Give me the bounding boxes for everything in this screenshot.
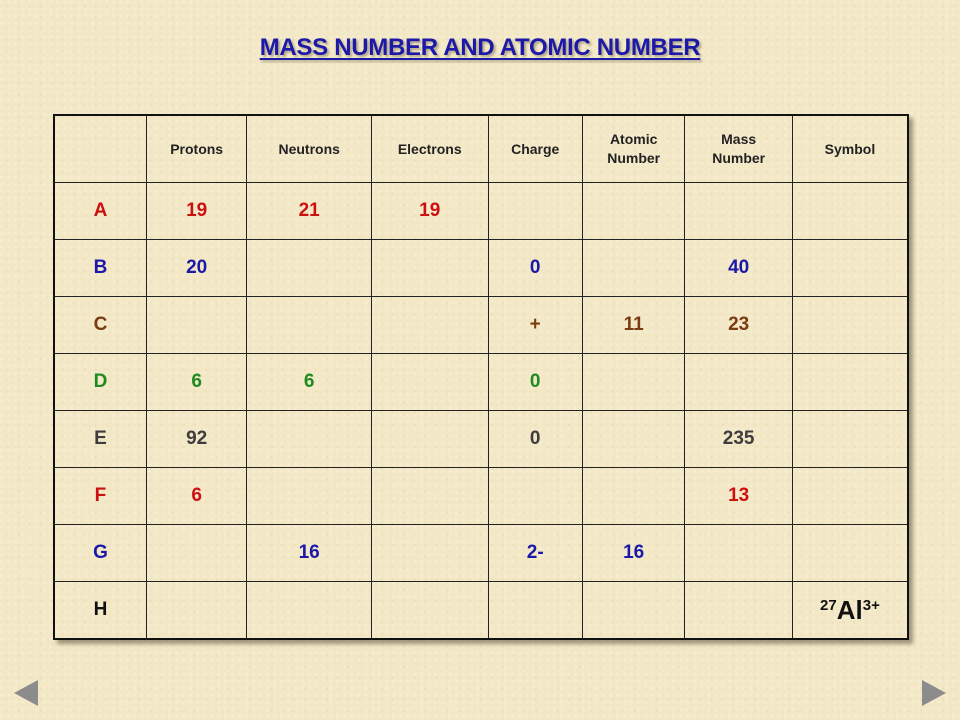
row-label: D (54, 354, 146, 411)
cell-charge: + (488, 297, 582, 354)
cell-charge (488, 183, 582, 240)
cell-symbol (792, 582, 908, 640)
header-atomic-line2: Number (607, 150, 661, 166)
cell-electrons (371, 240, 488, 297)
cell-symbol (792, 468, 908, 525)
cell-symbol (792, 525, 908, 582)
cell-atomic-number: 11 (582, 297, 684, 354)
cell-mass-number: 13 (685, 468, 793, 525)
cell-protons (146, 582, 246, 640)
header-mass-line2: Number (712, 150, 766, 166)
header-atomic-number (582, 115, 684, 183)
cell-neutrons (247, 297, 372, 354)
cell-atomic-number (582, 240, 684, 297)
cell-symbol (792, 183, 908, 240)
cell-electrons (371, 354, 488, 411)
header-protons: Protons (146, 115, 246, 183)
cell-symbol (792, 354, 908, 411)
cell-neutrons (247, 582, 372, 640)
cell-mass-number: 235 (685, 411, 793, 468)
row-label: F (54, 468, 146, 525)
table-row-d (54, 354, 908, 411)
header-mass-number (685, 115, 793, 183)
row-label: G (54, 525, 146, 582)
symbol-charge-superscript: 3+ (862, 596, 880, 614)
row-label: E (54, 411, 146, 468)
cell-atomic-number (582, 354, 684, 411)
cell-neutrons (247, 411, 372, 468)
triangle-right-icon[interactable] (922, 680, 946, 706)
cell-atomic-number (582, 468, 684, 525)
cell-electrons (371, 582, 488, 640)
cell-protons: 6 (146, 354, 246, 411)
header-atomic-line1: Atomic (609, 131, 658, 147)
row-label: H (54, 582, 146, 640)
cell-mass-number: 23 (685, 297, 793, 354)
header-symbol: Symbol (792, 115, 908, 183)
cell-atomic-number (582, 582, 684, 640)
header-electrons: Electrons (371, 115, 488, 183)
cell-electrons (371, 411, 488, 468)
header-charge: Charge (488, 115, 582, 183)
header-row (54, 115, 908, 183)
cell-mass-number (685, 183, 793, 240)
cell-neutrons (247, 240, 372, 297)
table-row-f (54, 468, 908, 525)
cell-neutrons (247, 468, 372, 525)
cell-mass-number: 40 (685, 240, 793, 297)
cell-electrons (371, 297, 488, 354)
cell-protons: 6 (146, 468, 246, 525)
cell-neutrons: 16 (247, 525, 372, 582)
cell-mass-number (685, 582, 793, 640)
cell-symbol (792, 240, 908, 297)
row-label: A (54, 183, 146, 240)
cell-atomic-number (582, 183, 684, 240)
header-neutrons: Neutrons (247, 115, 372, 183)
table-row-g (54, 525, 908, 582)
cell-symbol (792, 297, 908, 354)
cell-charge: 0 (488, 240, 582, 297)
atom-table (53, 114, 909, 640)
cell-charge: 2- (488, 525, 582, 582)
symbol-mass-superscript: 27 (820, 596, 837, 614)
cell-protons: 20 (146, 240, 246, 297)
table-row-e (54, 411, 908, 468)
cell-protons: 19 (146, 183, 246, 240)
cell-mass-number (685, 354, 793, 411)
cell-charge: 0 (488, 411, 582, 468)
cell-symbol (792, 411, 908, 468)
cell-charge (488, 468, 582, 525)
table-row-a (54, 183, 908, 240)
cell-neutrons: 21 (247, 183, 372, 240)
symbol-element: Al (836, 594, 863, 625)
cell-electrons: 19 (371, 183, 488, 240)
row-label: C (54, 297, 146, 354)
cell-neutrons: 6 (247, 354, 372, 411)
table-row-b (54, 240, 908, 297)
header-blank (54, 115, 146, 183)
table-row-h (54, 582, 908, 640)
row-label: B (54, 240, 146, 297)
cell-atomic-number (582, 411, 684, 468)
cell-protons: 92 (146, 411, 246, 468)
page-title: MASS NUMBER AND ATOMIC NUMBER (259, 34, 701, 61)
triangle-left-icon[interactable] (14, 680, 38, 706)
cell-charge: 0 (488, 354, 582, 411)
cell-protons (146, 525, 246, 582)
cell-protons (146, 297, 246, 354)
table-row-c (54, 297, 908, 354)
cell-charge (488, 582, 582, 640)
cell-atomic-number: 16 (582, 525, 684, 582)
header-mass-line1: Mass (721, 131, 757, 147)
cell-electrons (371, 525, 488, 582)
cell-mass-number (685, 525, 793, 582)
cell-electrons (371, 468, 488, 525)
